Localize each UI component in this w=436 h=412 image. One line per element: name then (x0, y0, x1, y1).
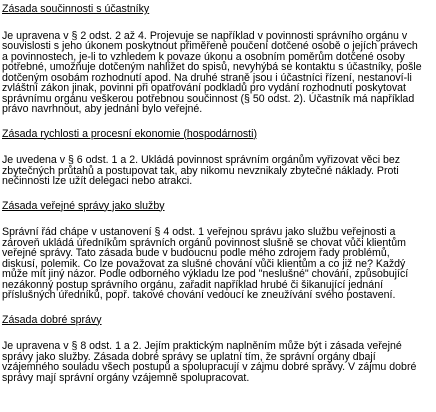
section-heading: Zásada veřejné správy jako služby (2, 199, 165, 212)
section-heading: Zásada rychlosti a procesní ekonomie (hospodárnosti) (2, 127, 257, 140)
section-soucinnost (2, 4, 422, 115)
section-verejna-sprava (2, 201, 422, 301)
section-heading: Zásada součinnosti s účastníky (2, 3, 150, 15)
section-paragraph: Je upravena v § 2 odst. 2 až 4. Projevuje se například v povinnosti správního orgánu v souvislosti s jeho úkonem poskytnout přiměřené poučení dotčené osobě o jejích právech a povinnostech, je-li to vzhledem k povaze úkonu a osobním poměrům dotčené osoby potřebné, umožňuje dotčeným nahlížet do spisů, nevyhýbá se kontaktu s účastníky, pošle dotčeným osobám rozhodnutí apod. Na druhé straně jsou i účastníci řízení, nestanoví-li zvláštní zákon jinak, povinni při opatřování podkladů pro vydání rozhodnutí poskytovat správnímu orgánu veškerou potřebnou součinnost (§ 50 odst. 2). Účastník má například právo navrhnout, aby jednání bylo veřejné. (2, 29, 422, 115)
section-dobra-sprava (2, 315, 422, 384)
section-paragraph: Je upravena v § 8 odst. 1 a 2. Jejím praktickým naplněním může být i zásada veřejné správy jako služby. Zásada dobré správy se uplatní tím, že správní orgány dbají vzájemného souladu všech postupů a spolupracují v zájmu dobré správy. V zájmu dobré správy mají správní orgány vzájemně spolupracovat. (2, 340, 417, 384)
section-paragraph: Je uvedena v § 6 odst. 1 a 2. Ukládá povinnost správním orgánům vyřizovat věci bez zbytečných průtahů a postupovat tak, aby nikomu nevznikaly zbytečné náklady. Proti nečinnosti lze užít delegaci nebo atrakci. (2, 154, 401, 187)
section-rychlost (2, 129, 422, 187)
section-heading: Zásada dobré správy (2, 313, 102, 326)
section-paragraph: Správní řád chápe v ustanovení § 4 odst. 1 veřejnou správu jako službu veřejnosti a zároveň ukládá úředníkům správních orgánů povinnost slušně se chovat vůči klientům veřejné správy. Tato zásada bude v budoucnu podle mého zdrojem řady problémů, diskusí, polemik. Co lze považovat za slušné chování vůči klientům a co již ne? Každý může mít jiný názor. Podle odborného výkladu lze pod "neslušné" chování, způsobující nezákonný postup správního orgánu, zařadit například hrubé či šikanující jednání příslušných úředníků, popř. takové chování vedoucí ke zneužívání svého postavení. (2, 226, 409, 301)
